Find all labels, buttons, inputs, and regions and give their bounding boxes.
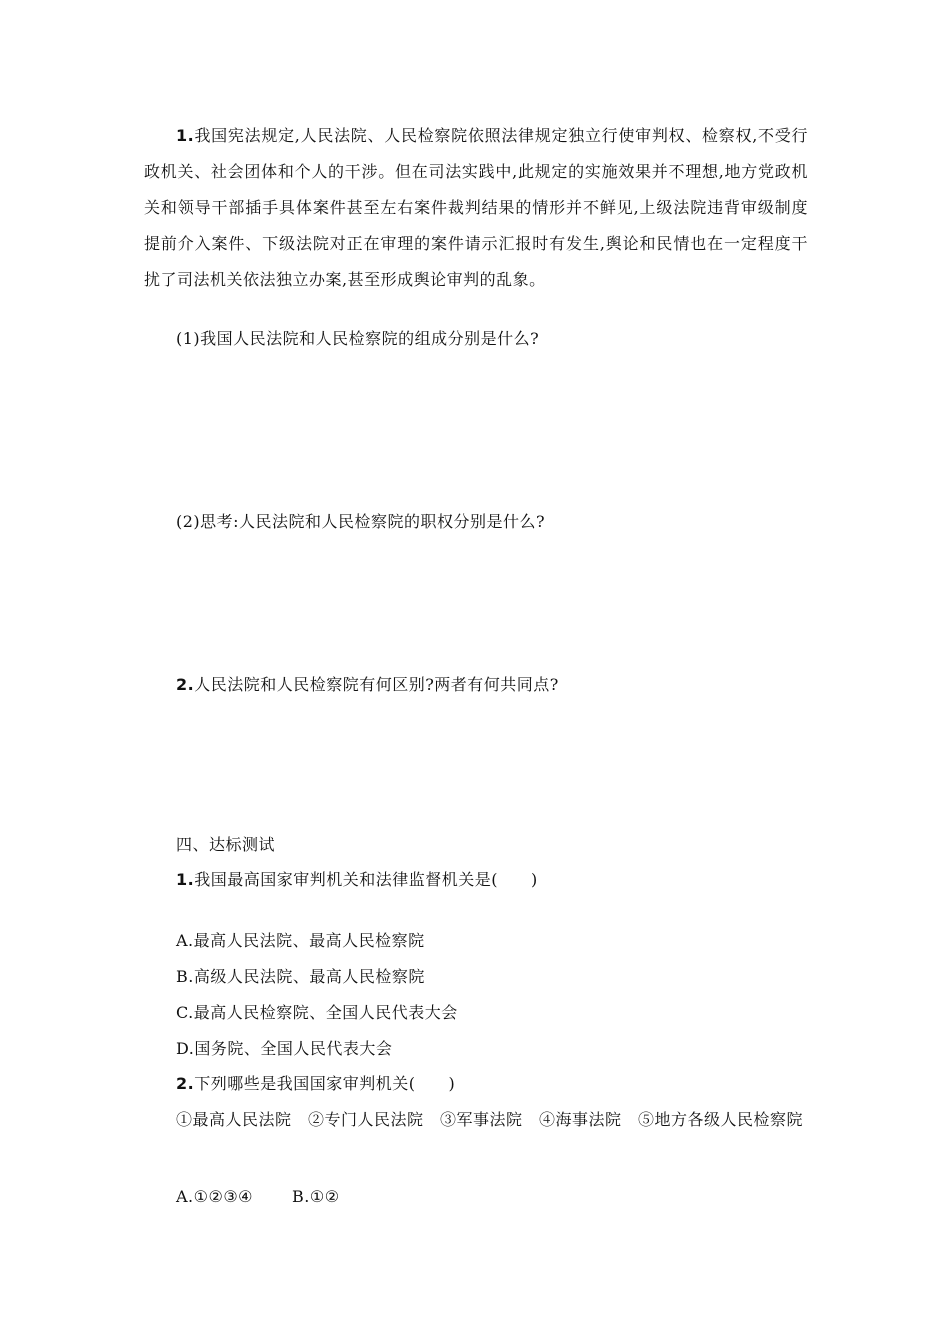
option-b: B.高级人民法院、最高人民检察院 [176,967,425,986]
section-heading: 四、达标测试 [176,835,276,854]
question-number: 1. [176,126,195,145]
question-text: 人民法院和人民检察院有何区别?两者有何共同点? [194,675,559,694]
option-c: C.最高人民检察院、全国人民代表大会 [176,1003,458,1022]
question-number: 2. [176,675,195,694]
question-items: ①最高人民法院 ②专门人民法院 ③军事法院 ④海事法院 ⑤地方各级人民检察院 [176,1110,804,1129]
question-number: 2. [176,1074,195,1093]
option-d: D.国务院、全国人民代表大会 [176,1039,393,1058]
test-question-2 [176,1074,455,1094]
test-question-1 [176,870,538,890]
subquestion-2: (2)思考:人民法院和人民检察院的职权分别是什么? [176,512,546,531]
subquestion-1: (1)我国人民法院和人民检察院的组成分别是什么? [176,329,540,348]
option-a: A.最高人民法院、最高人民检察院 [176,931,425,950]
question-text: 我国最高国家审判机关和法律监督机关是( ) [194,870,538,889]
question-3-2 [176,675,559,695]
question-number: 1. [176,870,195,889]
question-text: 我国宪法规定,人民法院、人民检察院依照法律规定独立行使审判权、检察权,不受行政机关、社会团体和个人的干涉。但在司法实践中,此规定的实施效果并不理想,地方党政机关和领导干部插手具体案件甚至左右案件裁判结果的情形并不鲜见,上级法院违背审级制度提前介入案件、下级法院对正在审理的案件请示汇报时有发生,舆论和民情也在一定程度干扰了司法机关依法独立办案,甚至形成舆论审判的乱象。 [144,126,808,289]
question-3-1-paragraph [144,118,808,298]
question-text: 下列哪些是我国国家审判机关( ) [194,1074,456,1093]
option-a: A.①②③④ [176,1187,254,1206]
option-b: B.①② [292,1187,340,1206]
